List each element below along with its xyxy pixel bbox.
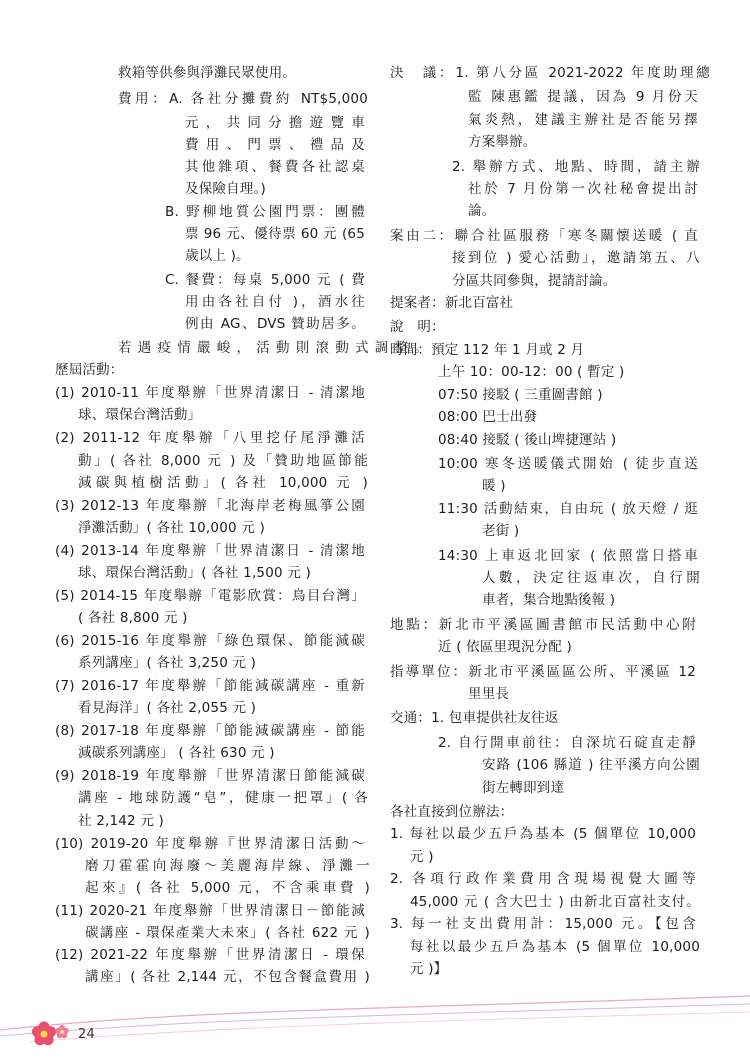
right-column-line: 接到位 ) 愛心活動」，邀請第五、八 xyxy=(452,250,700,266)
left-column-line: 費用：A. 各社分攤費約 NT$5,000 xyxy=(118,91,368,107)
left-column-line: B. 野柳地質公園門票：團體 xyxy=(165,204,365,220)
right-column-line: 元 ) xyxy=(410,849,434,865)
right-column-line: 說 明： xyxy=(390,319,445,335)
right-column-line: 每社以最少五戶為基本 (5 個單位 10,000 xyxy=(410,939,700,955)
right-column-line: 08:40 接駁 ( 後山埤捷運站 ) xyxy=(438,432,617,448)
right-column-line: 氣炎熱，建議主辦社是否能另擇 xyxy=(468,112,698,128)
left-column-line: 系列講座」( 各社 3,250 元 ) xyxy=(78,655,257,671)
left-column-line: C. 餐費：每桌 5,000 元 ( 費 xyxy=(165,272,365,288)
left-column-line: 看見海洋」( 各社 2,055 元 ) xyxy=(78,700,257,716)
right-column-line: 方案舉辦。 xyxy=(468,134,537,150)
right-column-line: 07:50 接駁 ( 三重圖書館 ) xyxy=(438,387,603,403)
right-column-line: 上午 10：00-12：00 ( 暫定 ) xyxy=(438,364,625,380)
right-column-line: 暖 ) xyxy=(482,478,506,494)
right-column-line: 案由二：聯合社區服務「寒冬關懷送暖 ( 直 xyxy=(390,228,698,244)
right-column-line: 45,000 元 ( 含大巴士 ) 由新北百富社支付。 xyxy=(410,894,700,910)
right-column-line: 2. 自行開車前往：自深坑石碇直走靜 xyxy=(438,735,696,751)
left-column-line: 用由各社自付 )，酒水往 xyxy=(185,294,365,310)
right-column-line: 提案者：新北百富社 xyxy=(390,295,514,311)
right-column-line: 指導單位：新北市平溪區區公所、平溪區 12 xyxy=(390,664,696,680)
right-column-line: 安路 (106 縣道 ) 往平溪方向公園 xyxy=(482,757,700,773)
left-column-line: 講座 - 地球防護“皂”，健康一把罩」( 各 xyxy=(78,790,368,806)
left-column-line: ( 各社 8,800 元 ) xyxy=(78,610,188,626)
left-column-line: 費用、門票、禮品及 xyxy=(185,137,365,153)
left-column-line: 起來』( 各社 5,000 元，不含乘車費 ) xyxy=(85,880,370,896)
right-column-line: 元 )】 xyxy=(410,961,448,977)
left-column-line: 碳講座 - 環保產業大未來」( 各社 622 元 ) xyxy=(85,925,370,941)
right-column-line: 地點：新北市平溪區圖書館市民活動中心附 xyxy=(390,617,696,633)
right-column-line: 時間：預定 112 年 1 月或 2 月 xyxy=(390,342,585,358)
left-column-line: (12) 2021-22 年度舉辦「世界清潔日 - 環保 xyxy=(55,947,365,963)
left-column-line: 若遇疫情嚴峻，活動則滾動式調整。 xyxy=(118,340,428,356)
left-column-line: 磨刀霍霍向海廢～美麗海岸線、淨灘一 xyxy=(85,858,370,874)
left-column-line: (6) 2015-16 年度舉辦「綠色環保、節能減碳 xyxy=(55,633,365,649)
right-column-line: 街左轉即到達 xyxy=(482,780,565,796)
left-column-line: 票 96 元、優待票 60 元 (65 xyxy=(185,226,365,242)
left-column-line: 社 2,142 元 ) xyxy=(78,813,164,829)
left-column-line: (7) 2016-17 年度舉辦「節能減碳講座 - 重新 xyxy=(55,678,365,694)
left-column-line: 例由 AG、DVS 贊助居多。 xyxy=(185,316,365,332)
right-column-line: 車者，集合地點後報 ) xyxy=(482,592,616,608)
right-column-line: 近 ( 依區里現況分配 ) xyxy=(438,639,573,655)
left-column-line: 歲以上 )。 xyxy=(185,248,250,264)
right-column-line: 社於 7 月份第一次社秘會提出討 xyxy=(468,181,698,197)
footer-decoration xyxy=(0,990,750,1061)
right-column-line: 08:00 巴士出發 xyxy=(438,409,538,425)
left-column-line: 救箱等供參與淨灘民眾使用。 xyxy=(118,65,297,81)
page-number: 24 xyxy=(78,1027,95,1042)
right-column-line: 分區共同參與，提請討論。 xyxy=(452,273,617,289)
right-column-line: 交通：1. 包車提供社友往返 xyxy=(390,710,559,726)
right-column-line: 14:30 上車返北回家 ( 依照當日搭車 xyxy=(438,548,698,564)
left-column-line: 減碳系列講座」 ( 各社 630 元 ) xyxy=(78,745,275,761)
right-column-line: 2. 舉辦方式、地點、時間，請主辦 xyxy=(452,159,700,175)
right-column-line: 10:00 寒冬送暖儀式開始 ( 徒步直送 xyxy=(438,456,698,472)
left-column-line: (8) 2017-18 年度舉辦「節能減碳講座 - 節能 xyxy=(55,723,365,739)
right-column-line: 各社直接到位辦法： xyxy=(390,804,514,820)
right-column-line: 老街 ) xyxy=(482,523,520,539)
right-column-line: 3. 每一社支出費用計：15,000 元。【包含 xyxy=(390,916,696,932)
left-column-line: (2) 2011-12 年度舉辦「八里挖仔尾淨灘活 xyxy=(55,430,365,446)
left-column-line: (1) 2010-11 年度舉辦「世界清潔日 - 清潔地 xyxy=(55,385,365,401)
left-column-line: 球、環保台灣活動」 xyxy=(78,407,202,423)
right-column-line: 1. 每社以最少五戶為基本 (5 個單位 10,000 xyxy=(390,826,696,842)
right-column-line: 11:30 活動結束，自由玩 ( 放天燈 / 逛 xyxy=(438,501,698,517)
right-column-line: 監 陳惠鑑 提議，因為 9 月份天 xyxy=(468,89,698,105)
left-column-line: 歷屆活動： xyxy=(55,362,124,378)
left-column-line: 動」( 各社 8,000 元 ) 及「贊助地區節能 xyxy=(78,453,368,469)
left-column-line: 減碳與植樹活動」( 各社 10,000 元 ) xyxy=(78,475,368,491)
left-column-line: 講座」( 各社 2,144 元，不包含餐盒費用 ) xyxy=(85,969,370,985)
footer-curve-3 xyxy=(30,1012,750,1042)
right-column-line: 里里長 xyxy=(468,686,510,702)
left-column-line: (4) 2013-14 年度舉辦「世界清潔日 - 清潔地 xyxy=(55,543,365,559)
right-column-line: 人數，決定往返車次，自行開 xyxy=(482,570,700,586)
right-column-line: 決 議：1. 第八分區 2021-2022 年度助理總 xyxy=(390,65,710,81)
left-column-line: 球、環保台灣活動」( 各社 1,500 元 ) xyxy=(78,565,311,581)
left-column-line: (3) 2012-13 年度舉辦「北海岸老梅風箏公園 xyxy=(55,498,365,514)
left-column-line: (5) 2014-15 年度舉辦「電影欣賞：鳥目台灣」 xyxy=(55,588,365,604)
left-column-line: 淨灘活動」( 各社 10,000 元 ) xyxy=(78,520,265,536)
left-column-line: (9) 2018-19 年度舉辦「世界清潔日節能減碳 xyxy=(55,768,365,784)
right-column-line: 論。 xyxy=(468,203,496,219)
left-column-line: (11) 2020-21 年度舉辦「世界清潔日－節能減 xyxy=(55,903,365,919)
left-column-line: (10) 2019-20 年度舉辦『世界清潔日活動～ xyxy=(55,836,365,852)
right-column-line: 2. 各項行政作業費用含現場視覺大圖等 xyxy=(390,871,696,887)
left-column-line: 其他雜項、餐費各社認桌 xyxy=(185,159,365,175)
flower-icon-small xyxy=(55,1025,69,1038)
footer-curve-1 xyxy=(0,996,750,1030)
left-column-line: 元，共同分擔遊覽車 xyxy=(185,115,365,131)
left-column-line: 及保險自理。) xyxy=(185,181,266,197)
